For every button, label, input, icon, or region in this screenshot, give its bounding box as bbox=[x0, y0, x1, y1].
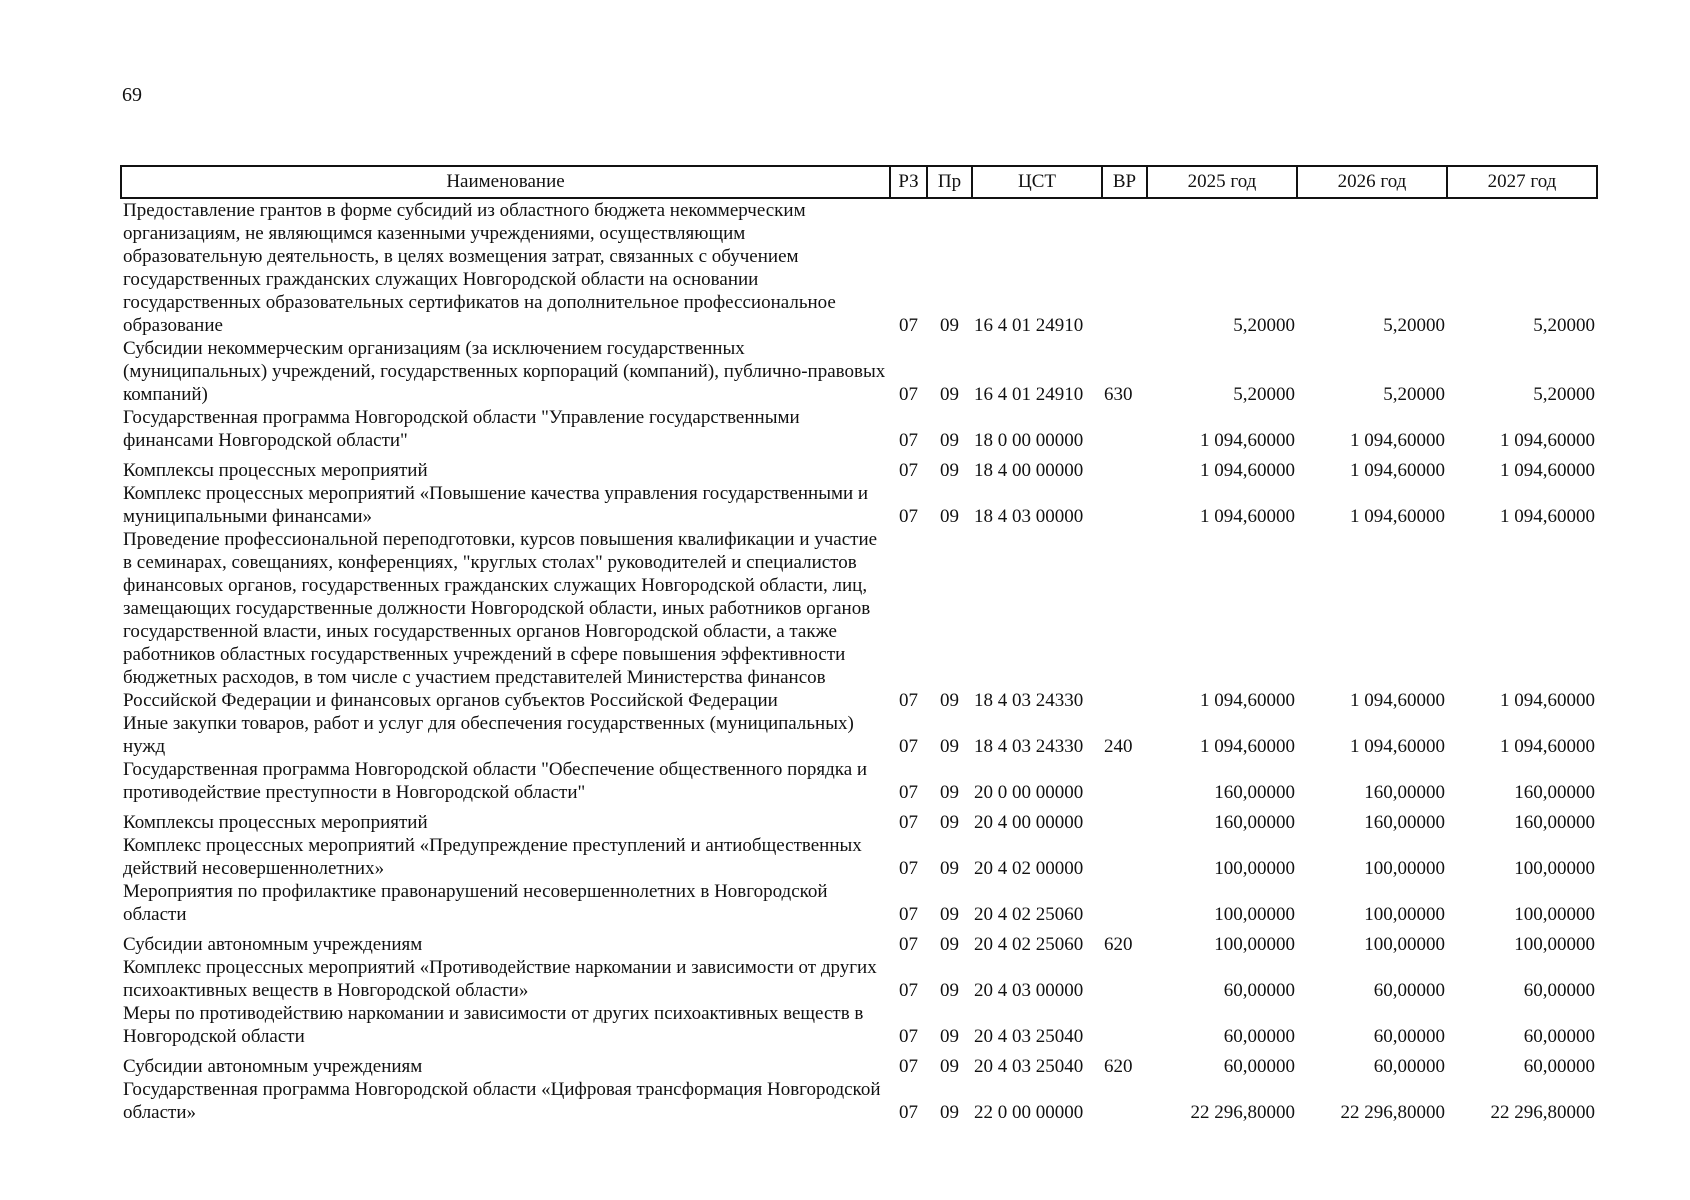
table-row bbox=[121, 1048, 1597, 1078]
cell-2025: 100,00000 bbox=[1214, 904, 1295, 925]
cell-pr: 09 bbox=[940, 1056, 959, 1077]
cell-2027: 1 094,60000 bbox=[1500, 690, 1595, 711]
cell-2026: 60,00000 bbox=[1373, 1026, 1445, 1047]
cell-rz: 07 bbox=[899, 812, 918, 833]
header-pr: Пр bbox=[927, 166, 972, 198]
cell-2026: 1 094,60000 bbox=[1350, 460, 1445, 481]
cell-rz: 07 bbox=[899, 506, 918, 527]
cell-vr bbox=[1102, 758, 1147, 804]
cell-name: Субсидии автономным учреждениям bbox=[123, 934, 423, 955]
cell-vr bbox=[1102, 406, 1147, 452]
table-row bbox=[121, 712, 1597, 758]
cell-2026: 160,00000 bbox=[1364, 812, 1445, 833]
cell-cst: 20 4 03 00000 bbox=[974, 980, 1084, 1001]
cell-pr: 09 bbox=[940, 980, 959, 1001]
cell-rz: 07 bbox=[899, 736, 918, 757]
cell-rz: 07 bbox=[899, 384, 918, 405]
cell-vr: 630 bbox=[1104, 384, 1133, 405]
table-row bbox=[121, 880, 1597, 926]
cell-vr bbox=[1102, 834, 1147, 880]
table-header-row bbox=[121, 166, 1597, 198]
cell-cst: 16 4 01 24910 bbox=[974, 315, 1084, 336]
cell-vr: 620 bbox=[1104, 1056, 1133, 1077]
cell-2026: 160,00000 bbox=[1364, 782, 1445, 803]
cell-2026: 100,00000 bbox=[1364, 858, 1445, 879]
budget-table bbox=[120, 165, 1598, 1124]
cell-rz: 07 bbox=[899, 858, 918, 879]
cell-2027: 1 094,60000 bbox=[1500, 736, 1595, 757]
cell-rz: 07 bbox=[899, 1102, 918, 1123]
cell-pr: 09 bbox=[940, 812, 959, 833]
cell-cst: 20 4 02 25060 bbox=[974, 934, 1084, 955]
cell-2026: 5,20000 bbox=[1383, 384, 1445, 405]
cell-vr: 620 bbox=[1104, 934, 1133, 955]
cell-2025: 22 296,80000 bbox=[1190, 1102, 1295, 1123]
cell-cst: 20 4 02 00000 bbox=[974, 858, 1084, 879]
cell-rz: 07 bbox=[899, 1056, 918, 1077]
cell-name: Государственная программа Новгородской области "Управление государственными финансами Новгородской области" bbox=[123, 407, 800, 451]
cell-2025: 160,00000 bbox=[1214, 812, 1295, 833]
cell-vr bbox=[1102, 1002, 1147, 1048]
cell-pr: 09 bbox=[940, 460, 959, 481]
cell-2027: 160,00000 bbox=[1514, 812, 1595, 833]
cell-2026: 100,00000 bbox=[1364, 934, 1445, 955]
table-row bbox=[121, 758, 1597, 804]
cell-rz: 07 bbox=[899, 1026, 918, 1047]
cell-2027: 1 094,60000 bbox=[1500, 506, 1595, 527]
header-vr: ВР bbox=[1102, 166, 1147, 198]
cell-2025: 100,00000 bbox=[1214, 934, 1295, 955]
cell-2026: 100,00000 bbox=[1364, 904, 1445, 925]
cell-2025: 60,00000 bbox=[1223, 1026, 1295, 1047]
cell-2027: 100,00000 bbox=[1514, 904, 1595, 925]
cell-2027: 5,20000 bbox=[1533, 315, 1595, 336]
cell-pr: 09 bbox=[940, 315, 959, 336]
cell-2025: 60,00000 bbox=[1223, 1056, 1295, 1077]
cell-2025: 160,00000 bbox=[1214, 782, 1295, 803]
cell-2025: 1 094,60000 bbox=[1200, 736, 1295, 757]
cell-2027: 22 296,80000 bbox=[1490, 1102, 1595, 1123]
cell-cst: 20 4 00 00000 bbox=[974, 812, 1084, 833]
cell-pr: 09 bbox=[940, 858, 959, 879]
cell-name: Комплексы процессных мероприятий bbox=[123, 812, 428, 833]
cell-rz: 07 bbox=[899, 904, 918, 925]
cell-rz: 07 bbox=[899, 315, 918, 336]
cell-2027: 100,00000 bbox=[1514, 858, 1595, 879]
cell-pr: 09 bbox=[940, 782, 959, 803]
cell-vr: 240 bbox=[1104, 736, 1133, 757]
cell-pr: 09 bbox=[940, 384, 959, 405]
cell-vr bbox=[1102, 1078, 1147, 1124]
cell-name: Комплекс процессных мероприятий «Противодействие наркомании и зависимости от других психоактивных веществ в Новгородской области» bbox=[123, 957, 877, 1001]
header-name: Наименование bbox=[121, 166, 890, 198]
table-row bbox=[121, 528, 1597, 712]
page-number: 69 bbox=[122, 84, 142, 106]
cell-2025: 5,20000 bbox=[1233, 315, 1295, 336]
cell-cst: 22 0 00 00000 bbox=[974, 1102, 1084, 1123]
cell-2026: 60,00000 bbox=[1373, 1056, 1445, 1077]
cell-vr bbox=[1102, 198, 1147, 337]
cell-cst: 18 4 03 00000 bbox=[974, 506, 1084, 527]
cell-2025: 1 094,60000 bbox=[1200, 506, 1295, 527]
cell-2027: 60,00000 bbox=[1523, 1056, 1595, 1077]
cell-cst: 18 4 03 24330 bbox=[974, 736, 1084, 757]
cell-pr: 09 bbox=[940, 430, 959, 451]
cell-name: Субсидии автономным учреждениям bbox=[123, 1056, 423, 1077]
cell-pr: 09 bbox=[940, 934, 959, 955]
cell-2026: 1 094,60000 bbox=[1350, 506, 1445, 527]
table-row bbox=[121, 198, 1597, 337]
cell-rz: 07 bbox=[899, 690, 918, 711]
cell-rz: 07 bbox=[899, 934, 918, 955]
cell-cst: 18 4 03 24330 bbox=[974, 690, 1084, 711]
cell-vr bbox=[1102, 804, 1147, 834]
cell-rz: 07 bbox=[899, 782, 918, 803]
table-row bbox=[121, 1078, 1597, 1124]
cell-name: Меры по противодействию наркомании и зависимости от других психоактивных веществ в Новгородской области bbox=[123, 1003, 864, 1047]
table-row bbox=[121, 337, 1597, 406]
header-2026: 2026 год bbox=[1297, 166, 1447, 198]
cell-rz: 07 bbox=[899, 460, 918, 481]
cell-name: Государственная программа Новгородской области «Цифровая трансформация Новгородской области» bbox=[123, 1079, 881, 1123]
cell-2026: 1 094,60000 bbox=[1350, 690, 1445, 711]
table-row bbox=[121, 926, 1597, 956]
cell-rz: 07 bbox=[899, 430, 918, 451]
header-2027: 2027 год bbox=[1447, 166, 1597, 198]
cell-pr: 09 bbox=[940, 904, 959, 925]
cell-cst: 20 4 03 25040 bbox=[974, 1026, 1084, 1047]
cell-2027: 60,00000 bbox=[1523, 980, 1595, 1001]
header-cst: ЦСТ bbox=[972, 166, 1102, 198]
cell-name: Мероприятия по профилактике правонарушений несовершеннолетних в Новгородской области bbox=[123, 881, 828, 925]
cell-2027: 60,00000 bbox=[1523, 1026, 1595, 1047]
cell-2025: 1 094,60000 bbox=[1200, 690, 1295, 711]
cell-2027: 100,00000 bbox=[1514, 934, 1595, 955]
cell-name: Комплекс процессных мероприятий «Повышение качества управления государственными и муниципальными финансами» bbox=[123, 483, 869, 527]
cell-cst: 20 0 00 00000 bbox=[974, 782, 1084, 803]
cell-name: Иные закупки товаров, работ и услуг для обеспечения государственных (муниципальных) нужд bbox=[123, 713, 854, 757]
cell-vr bbox=[1102, 482, 1147, 528]
cell-name: Проведение профессиональной переподготовки, курсов повышения квалификации и участие в семинарах, совещаниях, конференциях, "круглых столах" руководителей и специалистов финансовых органов, государственных гражданских служащих Новгородской области, лиц, замещающих государственные должности Новгородской области, иных работников органов государственной власти, иных государственных органов Новгородской области, а также работников областных государственных учреждений в сфере повышения эффективности бюджетных расходов, в том числе с участием представителей Министерства финансов Российской Федерации и финансовых органов субъектов Российской Федерации bbox=[123, 529, 878, 711]
table-row bbox=[121, 804, 1597, 834]
table-row bbox=[121, 956, 1597, 1002]
cell-2027: 1 094,60000 bbox=[1500, 460, 1595, 481]
cell-pr: 09 bbox=[940, 1102, 959, 1123]
cell-2025: 60,00000 bbox=[1223, 980, 1295, 1001]
cell-rz: 07 bbox=[899, 980, 918, 1001]
cell-2026: 22 296,80000 bbox=[1340, 1102, 1445, 1123]
table-row bbox=[121, 482, 1597, 528]
cell-pr: 09 bbox=[940, 506, 959, 527]
cell-2026: 60,00000 bbox=[1373, 980, 1445, 1001]
cell-2025: 5,20000 bbox=[1233, 384, 1295, 405]
cell-vr bbox=[1102, 880, 1147, 926]
cell-2026: 1 094,60000 bbox=[1350, 430, 1445, 451]
cell-vr bbox=[1102, 956, 1147, 1002]
cell-2027: 5,20000 bbox=[1533, 384, 1595, 405]
cell-2025: 1 094,60000 bbox=[1200, 430, 1295, 451]
cell-2025: 100,00000 bbox=[1214, 858, 1295, 879]
header-2025: 2025 год bbox=[1147, 166, 1297, 198]
cell-2027: 1 094,60000 bbox=[1500, 430, 1595, 451]
header-rz: РЗ bbox=[890, 166, 927, 198]
cell-cst: 20 4 03 25040 bbox=[974, 1056, 1084, 1077]
cell-name: Субсидии некоммерческим организациям (за исключением государственных (муниципальных) учреждений, государственных корпораций (компаний), публично-правовых компаний) bbox=[123, 338, 886, 405]
cell-name: Государственная программа Новгородской области "Обеспечение общественного порядка и противодействие преступности в Новгородской области" bbox=[123, 759, 868, 803]
table-row bbox=[121, 452, 1597, 482]
table-row bbox=[121, 406, 1597, 452]
table-body bbox=[121, 198, 1597, 1124]
cell-pr: 09 bbox=[940, 690, 959, 711]
cell-cst: 16 4 01 24910 bbox=[974, 384, 1084, 405]
cell-pr: 09 bbox=[940, 1026, 959, 1047]
cell-cst: 18 0 00 00000 bbox=[974, 430, 1084, 451]
cell-2026: 1 094,60000 bbox=[1350, 736, 1445, 757]
cell-name: Предоставление грантов в форме субсидий из областного бюджета некоммерческим организациям, не являющимся казенными учреждениями, осуществляющим образовательную деятельность, в целях возмещения затрат, связанных с обучением государственных гражданских служащих Новгородской области на основании государственных образовательных сертификатов на дополнительное профессиональное образование bbox=[123, 200, 836, 336]
cell-cst: 18 4 00 00000 bbox=[974, 460, 1084, 481]
table-row bbox=[121, 834, 1597, 880]
cell-vr bbox=[1102, 452, 1147, 482]
cell-2025: 1 094,60000 bbox=[1200, 460, 1295, 481]
cell-2027: 160,00000 bbox=[1514, 782, 1595, 803]
cell-vr bbox=[1102, 528, 1147, 712]
cell-pr: 09 bbox=[940, 736, 959, 757]
cell-name: Комплексы процессных мероприятий bbox=[123, 460, 428, 481]
cell-2026: 5,20000 bbox=[1383, 315, 1445, 336]
cell-name: Комплекс процессных мероприятий «Предупреждение преступлений и антиобщественных действий несовершеннолетних» bbox=[123, 835, 862, 879]
table-row bbox=[121, 1002, 1597, 1048]
cell-cst: 20 4 02 25060 bbox=[974, 904, 1084, 925]
